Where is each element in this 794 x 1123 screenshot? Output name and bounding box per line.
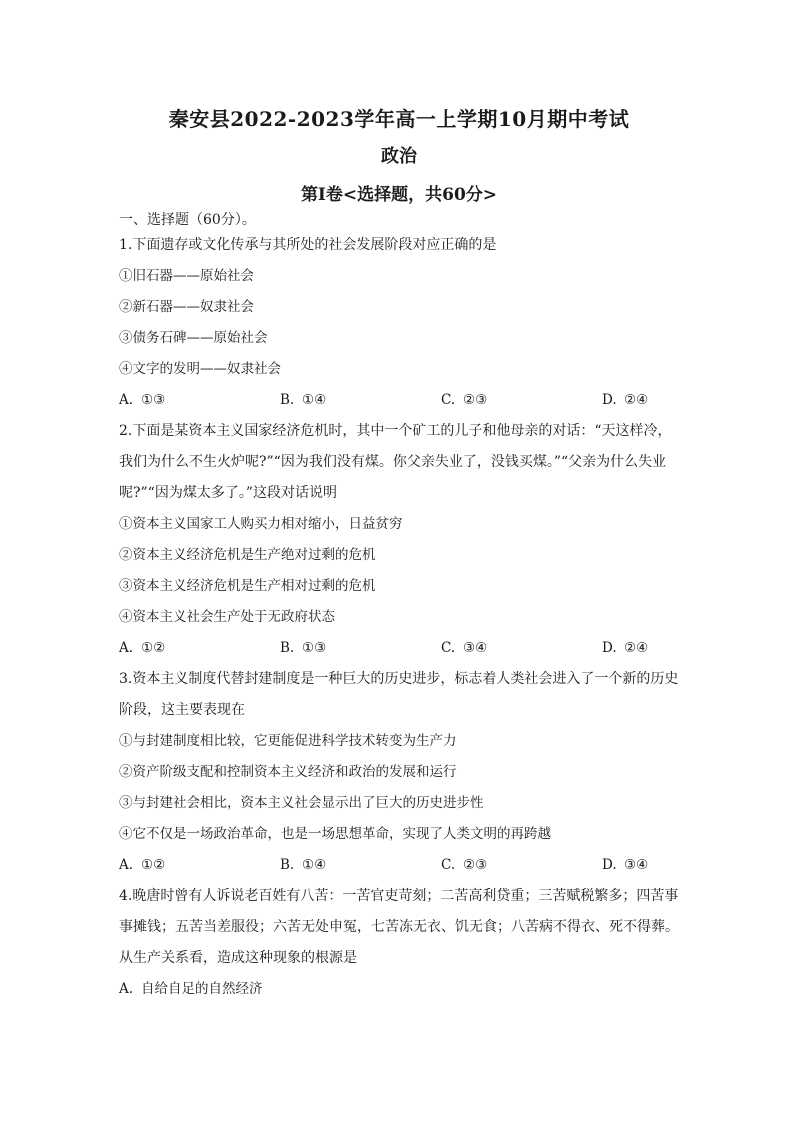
statement-item: ②资产阶级支配和控制资本主义经济和政治的发展和运行: [119, 764, 457, 780]
choice-d: D. ③④: [602, 857, 649, 873]
question-4: [119, 881, 679, 1005]
choice-a: A. ①②: [119, 640, 166, 656]
statement-item: ②新石器——奴隶社会: [119, 299, 254, 315]
choice-b: B. ①③: [280, 640, 327, 656]
answer-choices: [119, 850, 679, 881]
exam-subject: 政治: [381, 146, 417, 167]
answer-choices: [119, 385, 679, 416]
choice-a: A. ①③: [119, 392, 166, 408]
section-heading: 一、选择题（60分）。: [119, 212, 256, 228]
question-3: [119, 664, 679, 881]
question-stem: 我们为什么不生火炉呢?”“因为我们没有煤。你父亲失业了，没钱买煤。”“父亲为什么失业: [119, 454, 667, 470]
statement-item: ④资本主义社会生产处于无政府状态: [119, 609, 335, 625]
question-stem: 呢?”“因为煤太多了。”这段对话说明: [119, 485, 337, 501]
question-1: [119, 230, 679, 416]
question-stem: 事摊钱；五苦当差服役；六苦无处申冤，七苦冻无衣、饥无食；八苦病不得衣、死不得葬。: [119, 919, 679, 935]
exam-title: 秦安县2022-2023学年高一上学期10月期中考试: [168, 107, 630, 131]
volume-heading: 第Ⅰ卷<选择题，共60分>: [300, 185, 498, 205]
choice-c: C. ②③: [441, 392, 488, 408]
question-stem: 3.资本主义制度代替封建制度是一种巨大的历史进步，标志着人类社会进入了一个新的历史: [119, 671, 679, 687]
question-stem: 2.下面是某资本主义国家经济危机时，其中一个矿工的儿子和他母亲的对话：“天这样冷，: [119, 423, 672, 439]
question-stem: 4.晚唐时曾有人诉说老百姓有八苦：一苦官吏苛刻；二苦高利贷重；三苦赋税繁多；四苦事: [119, 888, 679, 904]
statement-item: ②资本主义经济危机是生产绝对过剩的危机: [119, 547, 376, 563]
choice-c: C. ③④: [441, 640, 488, 656]
statement-item: ③债务石碑——原始社会: [119, 330, 268, 346]
choice-a: A. ①②: [119, 857, 166, 873]
choice-d: D. ②④: [602, 392, 649, 408]
question-2: [119, 416, 679, 664]
choice-b: B. ①④: [280, 857, 327, 873]
question-stem: 从生产关系看，造成这种现象的根源是: [119, 950, 357, 966]
answer-choices: [119, 633, 679, 664]
question-stem: 阶段，这主要表现在: [119, 702, 245, 718]
choice-a: A. 自给自足的自然经济: [119, 981, 263, 997]
statement-item: ③资本主义经济危机是生产相对过剩的危机: [119, 578, 376, 594]
statement-item: ④它不仅是一场政治革命，也是一场思想革命，实现了人类文明的再跨越: [119, 826, 551, 842]
choice-d: D. ②④: [602, 640, 649, 656]
exam-page: [119, 100, 679, 1005]
statement-item: ③与封建社会相比，资本主义社会显示出了巨大的历史进步性: [119, 795, 484, 811]
statement-item: ①资本主义国家工人购买力相对缩小，日益贫穷: [119, 516, 403, 532]
choice-c: C. ②③: [441, 857, 488, 873]
statement-item: ④文字的发明——奴隶社会: [119, 361, 281, 377]
choice-b: B. ①④: [280, 392, 327, 408]
statement-item: ①与封建制度相比较，它更能促进科学技术转变为生产力: [119, 733, 457, 749]
statement-item: ①旧石器——原始社会: [119, 268, 254, 284]
question-stem: 1.下面遗存或文化传承与其所处的社会发展阶段对应正确的是: [119, 237, 497, 253]
